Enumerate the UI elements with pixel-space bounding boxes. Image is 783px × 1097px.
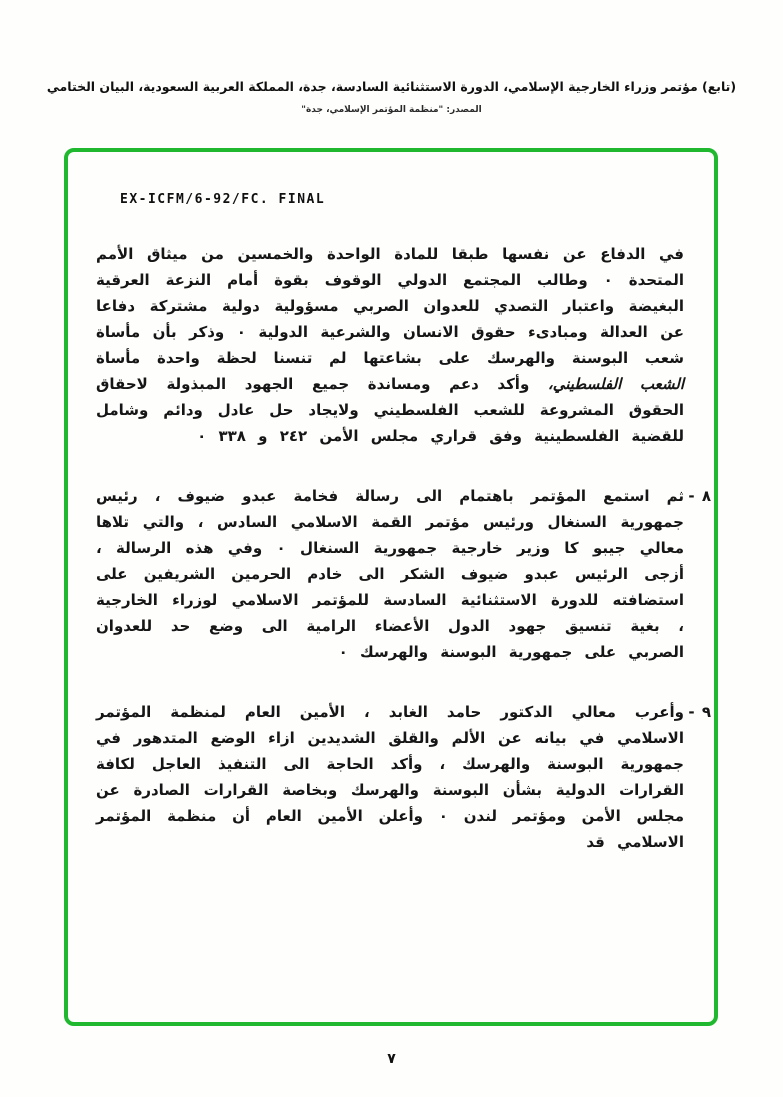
- green-content-frame: [64, 148, 718, 1026]
- paragraph-continuation: [96, 241, 684, 449]
- paragraph-text: وأكد دعم ومساندة جميع الجهود المبذولة لاحقاق الحقوق المشروعة للشعب الفلسطيني ولايجاد حل عادل ودائم وشامل للقضية الفلسطينية وفق قراري مجلس الأمن ٢٤٢ و ٣٣٨ ٠: [96, 375, 684, 445]
- reference-number: EX-ICFM/6-92/FC. FINAL: [120, 192, 326, 207]
- paragraph-text: وأعرب معالي الدكتور حامد الغابد ، الأمين العام لمنظمة المؤتمر الاسلامي في بيانه عن الألم والقلق الشديدين ازاء الوضع المتدهور في جمهورية البوسنة والهرسك ، وأكد الحاجة الى التنفيذ العاجل لكافة القرارات الدولية بشأن البوسنة والهرسك وبخاصة القرارات الصادرة عن مجلس الأمن ومؤتمر لندن ٠ وأعلن الأمين العام أن منظمة المؤتمر الاسلامي قد: [96, 703, 684, 851]
- paragraph-item-8: [96, 483, 711, 665]
- paragraph-text: ثم استمع المؤتمر باهتمام الى رسالة فخامة عبدو ضيوف ، رئيس جمهورية السنغال ورئيس مؤتمر القمة الاسلامي السادس ، والتي تلاها معالي جيبو كا وزير خارجية جمهورية السنغال ٠ وفي هذه الرسالة ، أزجى الرئيس عبدو ضيوف الشكر الى خادم الحرمين الشريفين على استضافته للدورة الاستثنائية السادسة للمؤتمر الاسلامي لوزراء الخارجية ، بغية تنسيق جهود الدول الأعضاء الرامية الى وضع حد للعدوان الصربي على جمهورية البوسنة والهرسك ٠: [96, 487, 684, 661]
- paragraph-item-9: [96, 699, 711, 855]
- document-header: [36, 78, 747, 115]
- paragraph-text: في الدفاع عن نفسها طبقا للمادة الواحدة والخمسين من ميثاق الأمم المتحدة ٠ وطالب المجتمع الدولي الوقوف بقوة أمام النزعة العرقية البغيضة واعتبار التصدي للعدوان الصربي مسؤولية دولية مشتركة دفاعا عن العدالة ومبادىء حقوق الانسان والشرعية الدولية ٠ وذكر بأن مأساة شعب البوسنة والهرسك على بشاعتها لم تنسنا لحظة واحدة مأساة: [96, 245, 685, 367]
- paragraph-number: ٩ -: [688, 703, 711, 721]
- document-title: (تابع) مؤتمر وزراء الخارجية الإسلامي، الدورة الاستثنائية السادسة، جدة، المملكة العربية السعودية، البيان الختامي: [46, 79, 737, 94]
- paragraph-emphasized-text: الشعب الفلسطيني،: [547, 375, 684, 393]
- paragraph-number: ٨ -: [688, 487, 711, 505]
- document-source-line: المصدر: "منظمة المؤتمر الإسلامي، جدة": [301, 104, 482, 115]
- page-number: ٧: [387, 1051, 396, 1067]
